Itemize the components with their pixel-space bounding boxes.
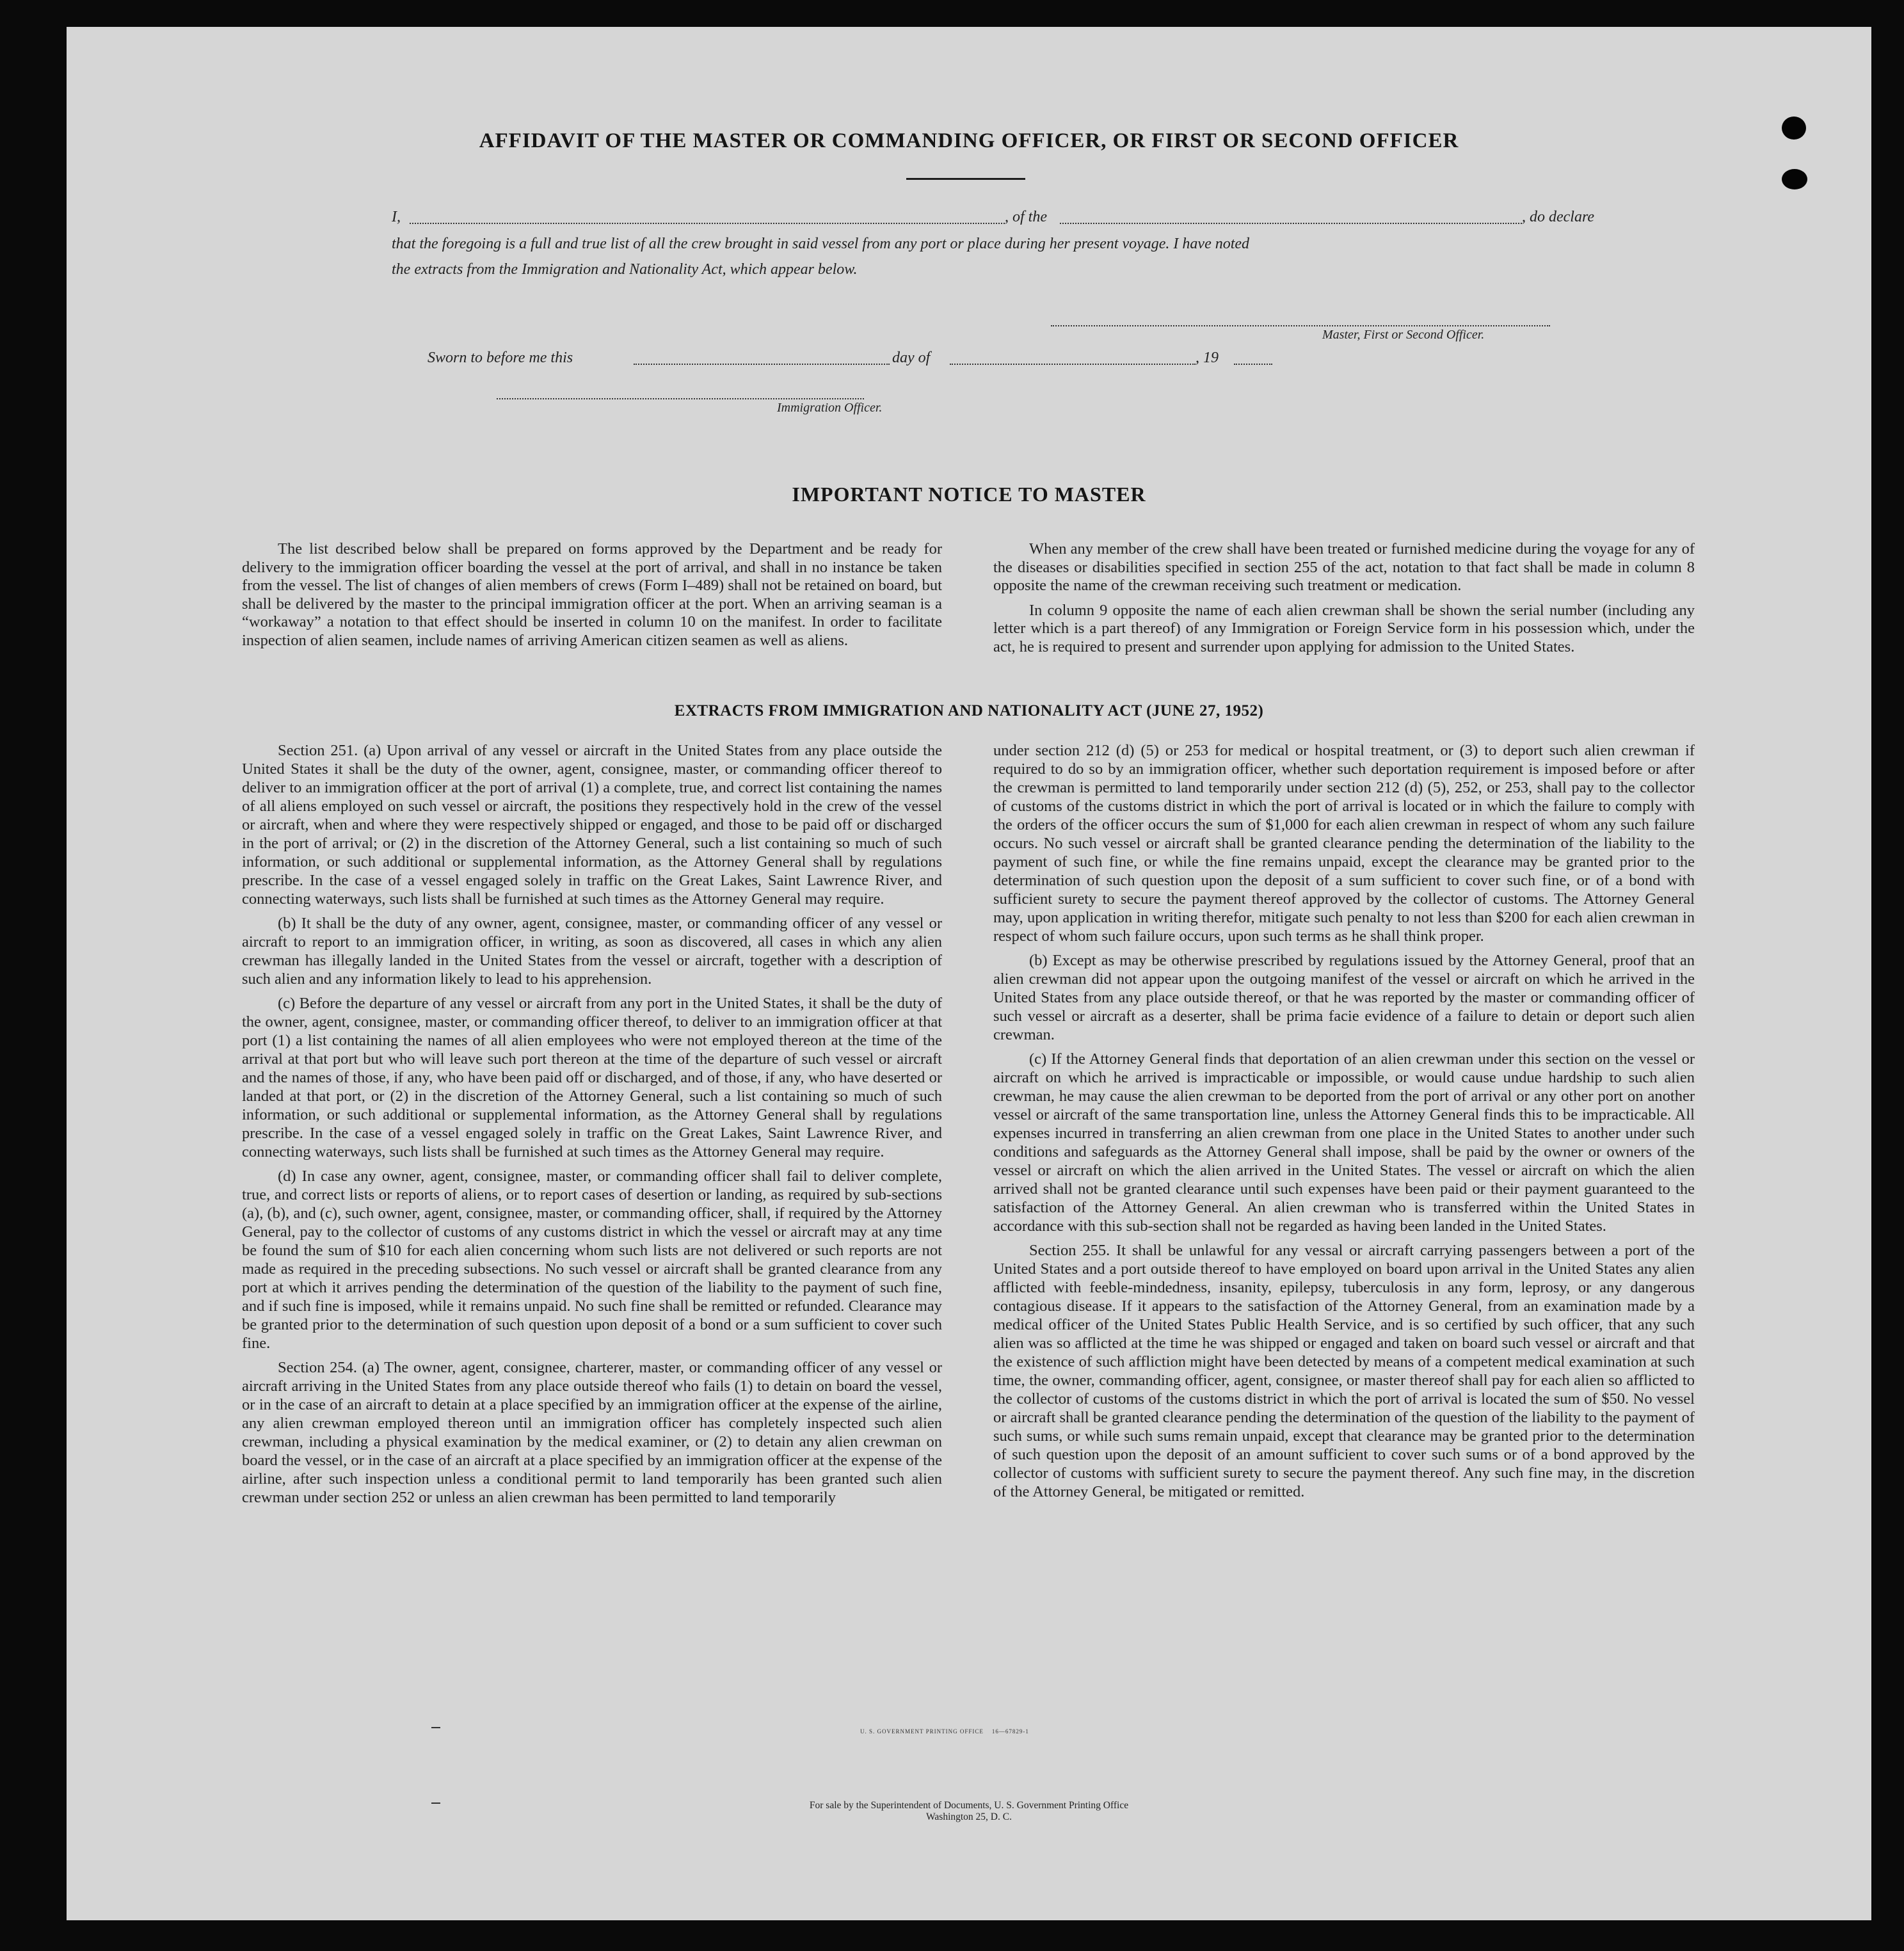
sworn-day-field[interactable]: [634, 364, 890, 365]
officer-signature-line[interactable]: [497, 398, 864, 399]
sworn-label: Sworn to before me this: [428, 349, 573, 366]
sworn-month-field[interactable]: [950, 364, 1196, 365]
section-254c: (c) If the Attorney General finds that deportation of an alien crewman under this section on the vessel or aircraft on which he arrived is impracticable or impossible, or would cause undue hardship to such alien crewman, he may cause the alien crewman to be deported from the port of arrival or any other port on another vessel or aircraft of the same transportation line, unless the Attorney General finds this to be impracticable. All expenses incurred in transferring an alien crewman from one place in the United States to another under such conditions and safeguards as the Attorney General shall impose, shall be paid by the owner or owners of the vessel or aircraft on which the alien arrived in the United States. The vessel or aircraft on which the alien arrived shall not be granted clearance until such expenses have been paid or their payment guaranteed to the satisfaction of the Attorney General. An alien crewman who is transferred within the United States in accordance with this sub-section shall not be regarded as having been landed in the United States.: [993, 1050, 1695, 1235]
section-255: Section 255. It shall be unlawful for any vessal or aircraft carrying passengers between a port of the United States and a port outside thereof to have employed on board upon arrival in the United States any alien afflicted with feeble-mindedness, insanity, epilepsy, tuberculosis in any form, leprosy, or any dangerous contagious disease. If it appears to the satisfaction of the Attorney General, from an examination made by a medical officer of the United States Public Health Service, and is so certified by such officer, that any such alien was so afflicted at the time he was shipped or engaged and taken on board such vessel or aircraft and that the existence of such affliction might have been detected by means of a competent medical examination at such time, the owner, commanding officer, agent, consignee, or master thereof shall pay for each alien so afflicted to the collector of customs of the customs district in which the port of arrival is located the sum of $50. No vessel or aircraft shall be granted clearance pending the determination of the question of the liability to the payment of such sums, or while such sums remain unpaid, except that clearance may be granted prior to the determination of such question upon the deposit of an amount sufficient to cover such sums or of a bond approved by the collector of customs with sufficient surety to secure the payment thereof. Any such fine may, in the discretion of the Attorney General, be mitigated or remitted.: [993, 1242, 1695, 1500]
vessel-label: , of the: [1005, 209, 1047, 225]
master-signature-label: Master, First or Second Officer.: [1322, 328, 1485, 342]
affidavit-title: AFFIDAVIT OF THE MASTER OR COMMANDING OFFICER, OR FIRST OR SECOND OFFICER: [479, 129, 1459, 152]
master-signature-line[interactable]: [1051, 325, 1550, 326]
section-251c: (c) Before the departure of any vessel or aircraft from any port in the United States, it shall be the duty of the owner, agent, consignee, master, or commanding officer thereof, to deliver to an immigration officer at that port (1) a list containing the names of all alien employees who were not employed thereon at the time of the arrival at that port but who will leave such port thereon at the time of the departure of such vessel or aircraft and the names of those, if any, who have been paid off or discharged, and of those, if any, who have deserted or landed at that port, or (2) in the discretion of the Attorney General, such a list containing so much of such information, or such additional or supplemental information, as the Attorney General shall by regulations prescribe. In the case of a vessel engaged solely in traffic on the Great Lakes, Saint Lawrence River, and connecting waterways, such lists shall be furnished at such times as the Attorney General may require.: [242, 995, 942, 1160]
section-251a: Section 251. (a) Upon arrival of any vessel or aircraft in the United States from any place outside the United States it shall be the duty of the owner, agent, consignee, master, or commanding officer thereof to deliver to an immigration officer at the port of arrival (1) a complete, true, and correct list containing the names of all aliens employed on such vessel or aircraft, the positions they respectively hold in the crew of the vessel or aircraft, when and where they were respectively shipped or engaged, and those to be paid off or discharged in the port of arrival; or (2) in the discretion of the Attorney General, such a list containing so much of such information, or such additional or supplemental information, as the Attorney General shall by regulations prescribe. In the case of a vessel engaged solely in traffic on the Great Lakes, Saint Lawrence River, and connecting waterways, such lists shall be furnished at such times as the Attorney General may require.: [242, 742, 942, 908]
affidavit-statement-line1: that the foregoing is a full and true list of all the crew brought in said vessel from any port or place during her present voyage. I have noted: [392, 236, 1250, 252]
punch-hole-bottom: [1782, 169, 1807, 189]
document-page: [67, 27, 1871, 1920]
extracts-left-column: [242, 741, 942, 1513]
day-of-label: day of: [892, 349, 931, 366]
notice-right-column: [993, 540, 1695, 662]
extracts-title: EXTRACTS FROM IMMIGRATION AND NATIONALITY ACT (JUNE 27, 1952): [674, 702, 1264, 719]
declarant-name-field[interactable]: [410, 223, 1005, 224]
section-254a: Section 254. (a) The owner, agent, consignee, charterer, master, or commanding officer of any vessel or aircraft arriving in the United States from any place outside thereof who fails (1) to detain on board the vessel, or in the case of an aircraft to detain at a place specified by an immigration officer at the expense of the airline, any alien crewman employed thereon until an immigration officer has completely inspected such alien crewman, including a physical examination by the medical examiner, or (2) to detain any alien crewman on board the vessel, or in the case of an aircraft at a place specified by an immigration officer at the expense of the airline, after such inspection unless a conditional permit to land temporarily has been granted such alien crewman under section 252 or unless an alien crewman has been permitted to land temporarily: [242, 1359, 942, 1506]
declare-label: , do declare: [1522, 209, 1595, 225]
affidavit-statement-line2: the extracts from the Immigration and Nationality Act, which appear below.: [392, 261, 858, 278]
sworn-year-field[interactable]: [1234, 364, 1272, 365]
sale-line-2: Washington 25, D. C.: [926, 1811, 1012, 1822]
vessel-name-field[interactable]: [1060, 223, 1522, 224]
title-rule: [906, 178, 1025, 180]
notice-title: IMPORTANT NOTICE TO MASTER: [792, 483, 1146, 506]
notice-right-paragraph-2: In column 9 opposite the name of each alien crewman shall be shown the serial number (including any letter which is a part thereof) of any Immigration or Foreign Service form in his possession which, under the act, he is required to present and surrender upon applying for admission to the United States.: [993, 601, 1695, 655]
sale-line-1: For sale by the Superintendent of Documents, U. S. Government Printing Office: [809, 1800, 1129, 1811]
margin-dash: [431, 1727, 440, 1728]
printer-mark: U. S. GOVERNMENT PRINTING OFFICE 16—67829-1: [860, 1728, 1029, 1735]
section-251d: (d) In case any owner, agent, consignee, master, or commanding officer shall fail to deliver complete, true, and correct lists or reports of aliens, or to report cases of desertion or landing, as required by sub-sections (a), (b), and (c), such owner, agent, consignee, master, or commanding officer, shall, if required by the Attorney General, pay to the collector of customs of any customs district in which the vessel or aircraft may at any time be found the sum of $10 for each alien concerning whom such lists are not delivered or such reports are not made as required in the preceding subsections. No such vessel or aircraft shall be granted clearance from any port at which it arrives pending the determination of the question of the liability to the payment of such fine, and if such fine is imposed, while it remains unpaid. No such fine shall be remitted or refunded. Clearance may be granted prior to the determination of such question upon deposit of a bond or a sum sufficient to cover such fine.: [242, 1168, 942, 1352]
notice-right-paragraph-1: When any member of the crew shall have been treated or furnished medicine during the voyage for any of the diseases or disabilities specified in section 255 of the act, notation to that fact shall be made in column 8 opposite the name of the crewman receiving such treatment or medication.: [993, 540, 1695, 594]
notice-left-column: [242, 540, 942, 656]
sale-notice: [67, 1800, 1871, 1823]
section-254b: (b) Except as may be otherwise prescribed by regulations issued by the Attorney General, proof that an alien crewman did not appear upon the outgoing manifest of the vessel or aircraft on which he arrived in the United States from any place outside thereof, or that he was reported by the master or commanding officer of such vessel or aircraft as a deserter, shall be prima facie evidence of a failure to detain or deport such alien crewman.: [993, 952, 1695, 1043]
extracts-right-column: [993, 741, 1695, 1507]
notice-left-paragraph: The list described below shall be prepared on forms approved by the Department and be ready for delivery to the immigration officer boarding the vessel at the port of arrival, and shall in no instance be taken from the vessel. The list of changes of alien members of crews (Form I–489) shall not be retained on board, but shall be delivered by the master to the principal immigration officer at the port. When an arriving seaman is a “workaway” a notation to that effect should be inserted in column 10 on the manifest. In order to facilitate inspection of alien seamen, include names of arriving American citizen seamen as well as aliens.: [242, 540, 942, 649]
year-label: , 19: [1196, 349, 1219, 366]
margin-dash: [431, 1802, 440, 1804]
declarant-label: I,: [392, 209, 401, 225]
officer-signature-label: Immigration Officer.: [777, 401, 883, 415]
section-254a-continued: under section 212 (d) (5) or 253 for medical or hospital treatment, or (3) to deport such alien crewman if required to do so by an immigration officer, whether such deportation requirement is imposed before or after the crewman is permitted to land temporarily under section 212 (d) (5), 252, or 253, shall pay to the collector of customs of the customs district in which the port of arrival is located or in which the failure to comply with the orders of the officer occurs the sum of $1,000 for each alien crewman in respect of whom any such failure occurs. No such vessel or aircraft shall be granted clearance pending the determination of the liability to the payment of such fine, or while the fine remains unpaid, except the clearance may be granted prior to the determination of such question upon the deposit of a sum sufficient to cover such fine, or of a bond with sufficient surety to secure the payment thereof approved by the collector of customs. The Attorney General may, upon application in writing therefor, mitigate such penalty to not less than $200 for each alien crewman in respect of whom such failure occurs, upon such terms as he shall think proper.: [993, 742, 1695, 945]
section-251b: (b) It shall be the duty of any owner, agent, consignee, master, or commanding officer of any vessel or aircraft to report to an immigration officer, in writing, as soon as discovered, all cases in which any alien crewman has illegally landed in the United States from the vessel or aircraft, together with a description of such alien and any information likely to lead to his apprehension.: [242, 915, 942, 988]
